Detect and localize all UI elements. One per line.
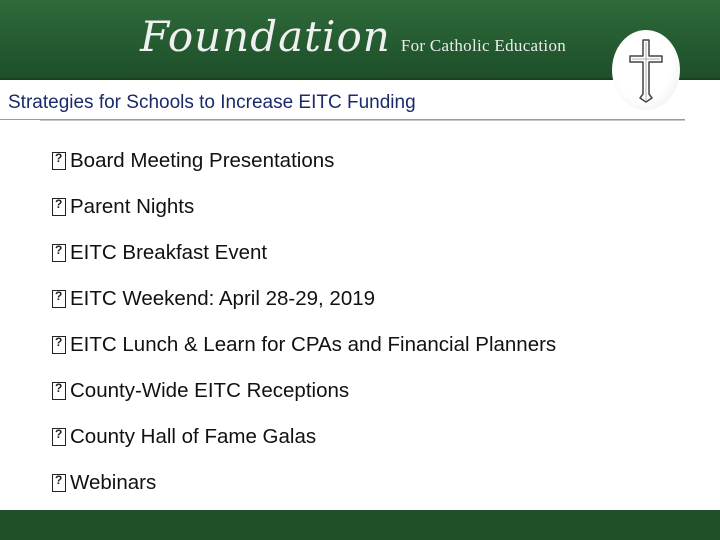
footer-bar xyxy=(0,510,720,540)
list-item xyxy=(52,230,556,276)
missing-glyph-bullet-icon xyxy=(52,152,66,170)
list-item xyxy=(52,276,556,322)
missing-glyph-bullet-icon xyxy=(52,474,66,492)
strategy-list xyxy=(52,138,556,506)
list-item xyxy=(52,414,556,460)
missing-glyph-bullet-icon xyxy=(52,198,66,216)
list-item xyxy=(52,460,556,506)
list-item xyxy=(52,184,556,230)
brand-name: Foundation xyxy=(140,12,391,61)
list-item-text: EITC Weekend: April 28-29, 2019 xyxy=(70,287,376,310)
title-divider-shadow xyxy=(40,120,685,121)
missing-glyph-bullet-icon xyxy=(52,336,66,354)
missing-glyph-bullet-icon xyxy=(52,244,66,262)
cross-icon xyxy=(612,30,680,110)
list-item-text: County Hall of Fame Galas xyxy=(70,425,317,448)
slide-title: Strategies for Schools to Increase EITC Funding xyxy=(8,92,416,113)
list-item xyxy=(52,138,556,184)
list-item xyxy=(52,368,556,414)
missing-glyph-bullet-icon xyxy=(52,428,66,446)
brand-logo xyxy=(140,12,566,62)
list-item-text: EITC Breakfast Event xyxy=(70,241,268,264)
list-item-text: Parent Nights xyxy=(70,195,195,218)
list-item-text: County-Wide EITC Receptions xyxy=(70,379,350,402)
list-item-text: EITC Lunch & Learn for CPAs and Financial Planners xyxy=(70,333,557,356)
list-item xyxy=(52,322,556,368)
brand-tagline: For Catholic Education xyxy=(400,36,567,55)
list-item-text: Board Meeting Presentations xyxy=(70,149,335,172)
missing-glyph-bullet-icon xyxy=(52,382,66,400)
list-item-text: Webinars xyxy=(70,471,157,494)
missing-glyph-bullet-icon xyxy=(52,290,66,308)
